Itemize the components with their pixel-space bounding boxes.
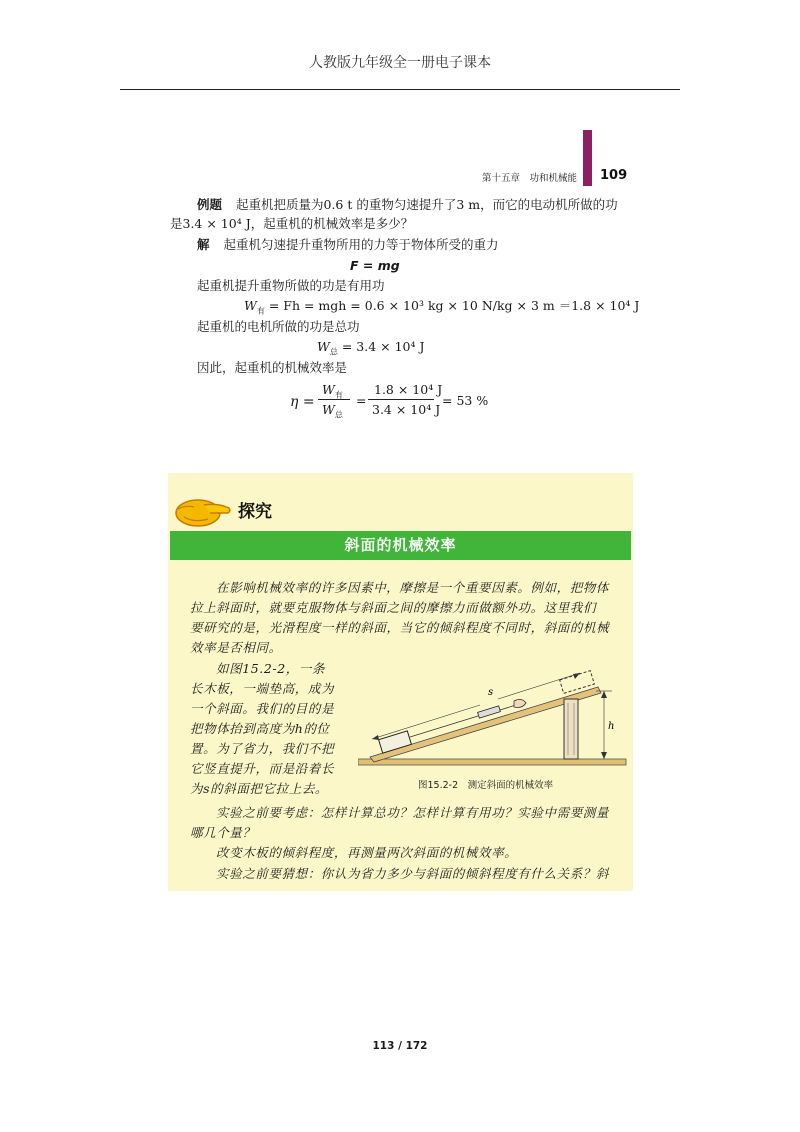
fraction-1-numerator: $W_有$ bbox=[322, 382, 343, 400]
solution-line-2: 起重机提升重物所做的功是有用功 bbox=[197, 278, 385, 293]
explore-para1-line4: 效率是否相同。 bbox=[190, 640, 282, 655]
fraction-1-bar bbox=[318, 399, 350, 400]
pointing-hand-icon bbox=[174, 491, 232, 531]
fraction-2-bar bbox=[368, 399, 434, 400]
explore-para3-line2: 哪几个量？ bbox=[190, 825, 256, 840]
explore-box bbox=[168, 473, 633, 891]
explore-title: 斜面的机械效率 bbox=[344, 536, 457, 554]
explore-para1-line1: 在影响机械效率的许多因素中，摩擦是一个重要因素。例如，把物体 bbox=[216, 580, 610, 595]
total-work-symbol: W bbox=[317, 339, 330, 354]
explore-para3-line1: 实验之前要考虑：怎样计算总功？怎样计算有用功？实验中需要测量 bbox=[216, 805, 610, 820]
explore-para2-line6: 它竖直提升，而是沿着长 bbox=[190, 761, 335, 776]
solution-text-1: 起重机匀速提升重物所用的力等于物体所受的重力 bbox=[223, 237, 499, 252]
chapter-marker-bar bbox=[583, 130, 592, 186]
explore-para2-line2: 长木板，一端垫高，成为 bbox=[190, 681, 335, 696]
figure-caption: 图15.2-2 测定斜面的机械效率 bbox=[418, 780, 554, 791]
label-s: s bbox=[488, 687, 494, 698]
eta-symbol: η = bbox=[290, 394, 315, 410]
explore-label: 探究 bbox=[238, 502, 272, 522]
explore-para3-line4: 实验之前要猜想：你认为省力多少与斜面的倾斜程度有什么关系？斜 bbox=[216, 866, 610, 881]
explore-para2-line4: 把物体抬到高度为h的位 bbox=[190, 721, 330, 736]
example-label: 例题 bbox=[197, 197, 223, 212]
header-rule bbox=[120, 89, 680, 90]
example-line-1 bbox=[197, 196, 618, 214]
solution-line-1 bbox=[197, 236, 499, 254]
book-page-number: 109 bbox=[600, 168, 628, 183]
solution-line-3: 起重机的电机所做的功是总功 bbox=[197, 319, 360, 334]
explore-para2-line1: 如图15.2-2，一条 bbox=[216, 661, 326, 676]
efficiency-result: = 53 % bbox=[442, 393, 489, 408]
equals-sign: = bbox=[356, 393, 367, 408]
solution-label: 解 bbox=[197, 237, 210, 252]
pdf-page-counter: 113 / 172 bbox=[372, 1040, 428, 1052]
example-text-1: 起重机把质量为0.6 t 的重物匀速提升了3 m，而它的电动机所做的功 bbox=[236, 197, 618, 212]
formula-force: F = mg bbox=[350, 258, 400, 273]
solution-line-4: 因此，起重机的机械效率是 bbox=[197, 360, 348, 375]
explore-para3-line3: 改变木板的倾斜程度，再测量两次斜面的机械效率。 bbox=[216, 845, 518, 860]
useful-work-sub: 有 bbox=[256, 306, 265, 316]
total-work-expression: = 3.4 × 10⁴ J bbox=[337, 339, 425, 354]
fraction-1-denominator: $W_总$ bbox=[322, 402, 343, 420]
fraction-2-denominator: 3.4 × 10⁴ J bbox=[372, 402, 441, 417]
fraction-2-numerator: 1.8 × 10⁴ J bbox=[374, 382, 443, 397]
explore-para1-line3: 要研究的是，光滑程度一样的斜面，当它的倾斜程度不同时，斜面的机械 bbox=[190, 620, 610, 635]
useful-work-expression: = Fh = mgh = 0.6 × 10³ kg × 10 N/kg × 3 m ＝1.8 × 10⁴ J bbox=[264, 298, 640, 313]
formula-total-work bbox=[317, 338, 424, 356]
explore-para2-line7: 为s的斜面把它拉上去。 bbox=[190, 781, 329, 796]
explore-para2-line3: 一个斜面。我们的目的是 bbox=[190, 701, 335, 716]
incline-diagram bbox=[358, 665, 628, 785]
explore-para1-line2: 拉上斜面时，就要克服物体与斜面之间的摩擦力而做额外功。这里我们 bbox=[190, 600, 597, 615]
total-work-sub: 总 bbox=[329, 347, 338, 357]
useful-work-symbol: W bbox=[244, 298, 257, 313]
explore-title-bar bbox=[170, 531, 631, 560]
example-line-2: 是3.4 × 10⁴ J，起重机的机械效率是多少？ bbox=[170, 216, 414, 231]
explore-para2-line5: 置。为了省力，我们不把 bbox=[190, 741, 335, 756]
label-h: h bbox=[608, 721, 615, 732]
document-header: 人教版九年级全一册电子课本 bbox=[309, 55, 491, 71]
chapter-name: 第十五章 功和机械能 bbox=[482, 173, 578, 184]
formula-useful-work bbox=[244, 297, 639, 315]
